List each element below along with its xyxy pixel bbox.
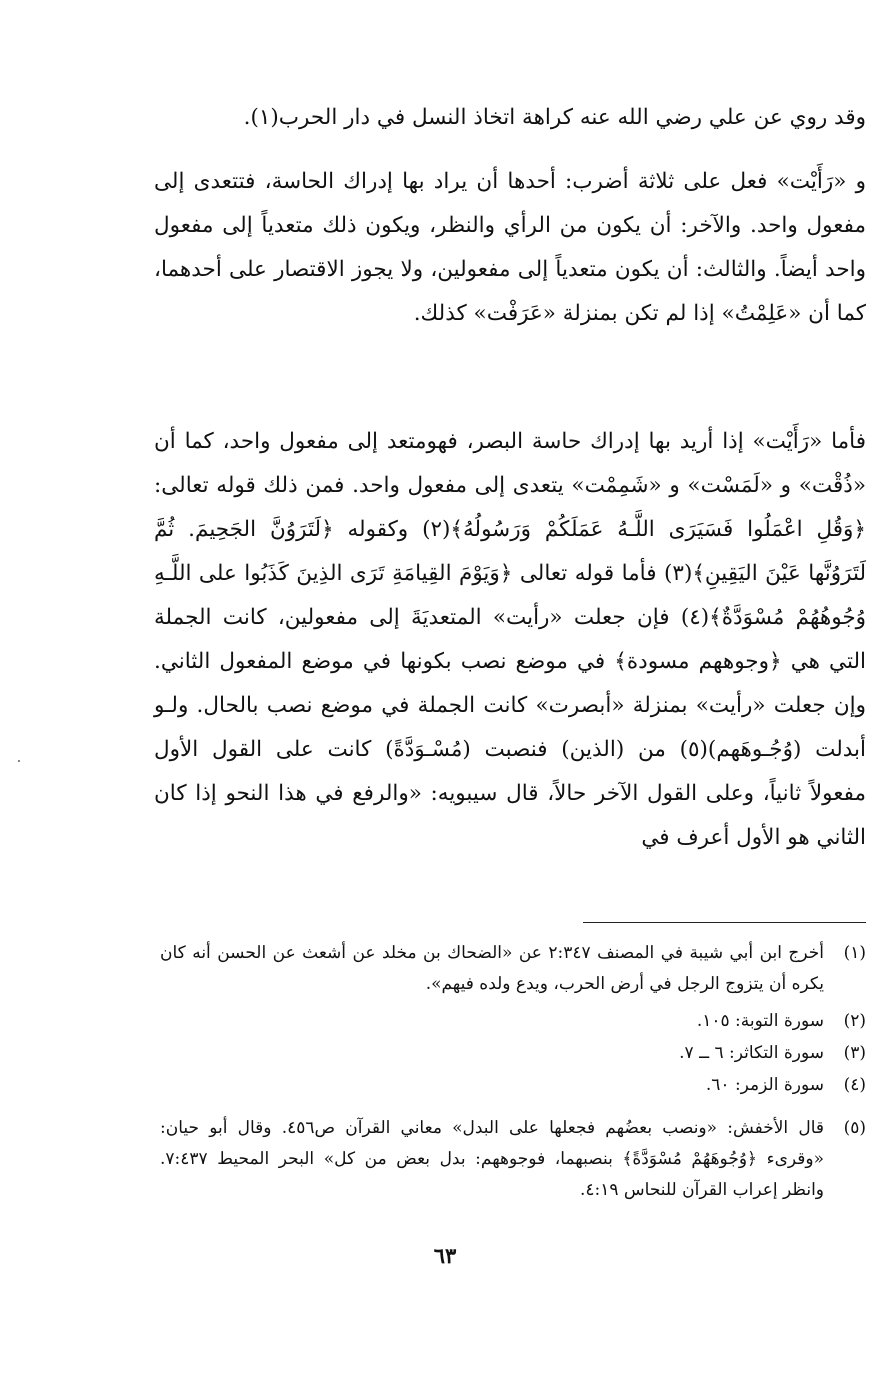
footnote-3 xyxy=(160,1038,866,1069)
footnote-number: (٥) xyxy=(843,1118,866,1138)
footnote-5 xyxy=(160,1113,866,1206)
paragraph-3: فأما «رَأَيْت» إذا أريد بها إدراك حاسة البصر، فهومتعد إلى مفعول واحد، كما أن «ذُقْت» و «لَمَسْت» و «شَمِمْت» يتعدى إلى مفعول واحد. فمن ذلك قوله تعالى: ﴿وَقُلِ اعْمَلُوا فَسَيَرَى اللَّـهُ عَمَلَكُمْ وَرَسُولُهُ﴾(٢) وكقوله ﴿لَتَرَوُنَّ الجَحِيمَ. ثُمَّ لَتَرَوُنَّها عَيْنَ اليَقِينِ﴾(٣) فأما قوله تعالى ﴿وَيَوْمَ القِيامَةِ تَرَى الذِينَ كَذَبُوا على اللَّـهِ وُجُوهُهُمْ مُسْوَدَّةٌ﴾(٤) فإن جعلت «رأيت» المتعديَةَ إلى مفعولين، كانت الجملة التي هي ﴿وجوههم مسودة﴾ في موضع نصب بكونها في موضع المفعول الثاني. وإن جعلت «رأيت» بمنزلة «أبصرت» كانت الجملة في موضع نصب بالحال. ولـو أبدلت (وُجُـوهَهم)(٥) من (الذين) فنصبت (مُسْـوَدَّةً) كانت على القول الأول مفعولاً ثانياً، وعلى القول الآخر حالاً، قال سيبويه: «والرفع في هذا النحو إذا كان الثاني هو الأول أعرف في xyxy=(154,429,867,850)
footnote-text: سورة الزمر: ٦٠. xyxy=(705,1075,824,1095)
footnote-text: سورة التكاثر: ٦ ــ ٧. xyxy=(679,1043,824,1063)
page-number: ٦٣ xyxy=(433,1243,457,1268)
footnote-text: أخرج ابن أبي شيبة في المصنف ٢:٣٤٧ عن «الضحاك بن مخلد عن أشعث عن الحسن أنه كان يكره أن يتزوج الرجل في أرض الحرب، ويدع ولده فيهم». xyxy=(160,943,824,994)
paragraph-2: و «رَأَيْت» فعل على ثلاثة أضرب: أحدها أن يراد بها إدراك الحاسة، فتتعدى إلى مفعول واحد. والآخر: أن يكون من الرأي والنظر، ويكون ذلك متعدياً إلى مفعول واحد أيضاً. والثالث: أن يكون متعدياً إلى مفعولين، ولا يجوز الاقتصار على أحدهما، كما أن «عَلِمْتُ» إذا لم تكن بمنزلة «عَرَفْت» كذلك. xyxy=(154,169,866,326)
footnote-separator xyxy=(583,922,866,923)
scan-speck xyxy=(18,760,20,762)
footnote-text: قال الأخفش: «ونصب بعضُهم فجعلها على البدل» معاني القرآن ص٤٥٦. وقال أبو حيان: «وقرىء ﴿وُجُوهَهُمْ مُسْوَدَّةً﴾ بنصبهما، فوجوههم: بدل بعض من كل» البحر المحيط ٧:٤٣٧. وانظر إعراب القرآن للنحاس ٤:١٩. xyxy=(160,1118,825,1200)
footnote-2 xyxy=(160,1006,866,1037)
footnote-number: (٢) xyxy=(843,1011,866,1031)
footnote-4 xyxy=(160,1070,866,1101)
footnote-text: سورة التوبة: ١٠٥. xyxy=(696,1011,824,1031)
footnote-number: (١) xyxy=(843,943,866,963)
paragraph-1: وقد روي عن علي رضي الله عنه كراهة اتخاذ النسل في دار الحرب(١). xyxy=(243,105,866,130)
footnote-number: (٣) xyxy=(843,1043,866,1063)
footnote-number: (٤) xyxy=(843,1075,866,1095)
footnote-1 xyxy=(160,938,866,1000)
